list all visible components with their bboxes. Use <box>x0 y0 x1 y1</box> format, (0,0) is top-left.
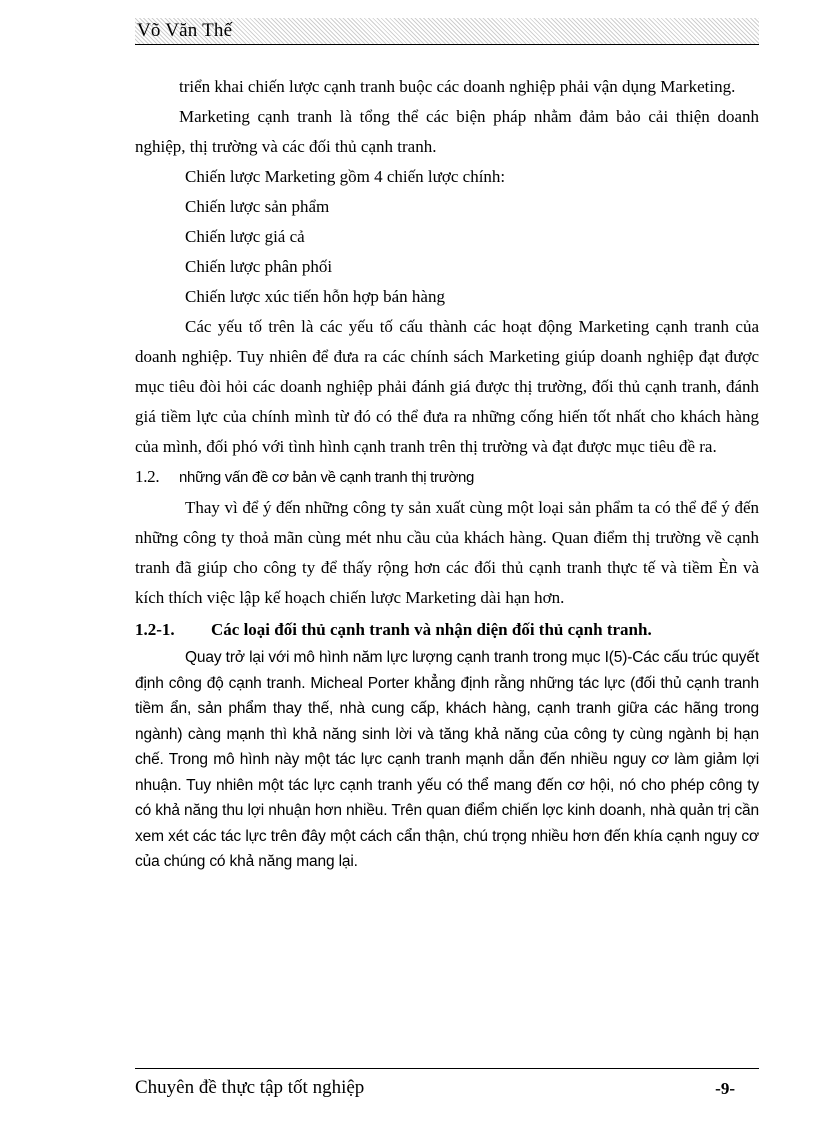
paragraph-intro: triển khai chiến lược cạnh tranh buộc các doanh nghiệp phải vận dụng Marketing. <box>179 77 736 96</box>
page-footer <box>135 1068 759 1105</box>
list-item: Chiến lược giá cả <box>185 227 305 246</box>
paragraph-porter: Quay trở lại với mô hình năm lực lượng cạnh tranh trong mục I(5)-Các cấu trúc quyết định công độ cạnh tranh. Micheal Porter khẳng định rằng những tác lực (đối thủ cạnh tranh tiềm ẩn, sản phẩm thay thế, nhà cung cấp, khách hàng, cạnh tranh giữa các hãng trong ngành) càng mạnh thì khả năng sinh lời và tăng khả năng của công ty cùng ngành bị hạn chế. Trong mô hình này một tác lực cạnh tranh mạnh dẫn đến nhiều nguy cơ làm giảm lợi nhuận. Tuy nhiên một tác lực cạnh tranh yếu có thể mang đến cơ hội, nó cho phép công ty có khả năng thu lợi nhuận hơn nhiều. Trên quan điểm chiến lợc kinh doanh, nhà quản trị cần xem xét các tác lực trên đây một cách cẩn thận, chú trọng nhiều hơn đến khía cạnh nguy cơ của chúng có khả năng mang lại. <box>135 649 759 870</box>
section-number: 1.2-1. <box>135 620 175 639</box>
page-number: -9- <box>715 1079 735 1098</box>
section-title: Các loại đối thủ cạnh tranh và nhận diện đối thủ cạnh tranh. <box>211 620 652 639</box>
section-heading-1-2-1 <box>135 615 759 645</box>
footer-title: Chuyên đề thực tập tốt nghiệp <box>135 1077 365 1098</box>
paragraph-factors: Các yếu tố trên là các yếu tố cấu thành các hoạt động Marketing cạnh tranh của doanh nghiệp. Tuy nhiên để đưa ra các chính sách Marketing giúp doanh nghiệp đạt được mục tiêu đòi hỏi các doanh nghiệp phải đánh giá được thị trường, đối thủ cạnh tranh, đánh giá tiềm lực của chính mình từ đó có thể đưa ra những cống hiến tốt nhất cho khách hàng của mình, đối phó với tình hình cạnh tranh trên thị trường và đạt được mục tiêu đề ra. <box>135 317 759 456</box>
list-item: Chiến lược phân phối <box>185 257 333 276</box>
page-content <box>135 72 759 875</box>
list-item: Chiến lược xúc tiến hỗn hợp bán hàng <box>185 287 445 306</box>
paragraph-definition: Marketing cạnh tranh là tổng thể các biện pháp nhằm đảm bảo cải thiện doanh nghiệp, thị trường và các đối thủ cạnh tranh. <box>135 107 759 156</box>
section-number: 1.2. <box>135 467 160 486</box>
section-heading-1-2 <box>135 462 759 493</box>
paragraph-market-view: Thay vì để ý đến những công ty sản xuất cùng một loại sản phẩm ta có thể để ý đến những công ty thoả mãn cùng mét nhu cầu của khách hàng. Quan điểm thị trường về cạnh tranh đã giúp cho công ty để thấy rộng hơn các đối thủ cạnh tranh thực tế và tiềm Èn và kích thích việc lập kế hoạch chiến lược Marketing dài hạn hơn. <box>135 498 759 607</box>
list-intro: Chiến lược Marketing gồm 4 chiến lược chính: <box>185 167 506 186</box>
section-title: những vấn đề cơ bản về cạnh tranh thị trường <box>179 469 475 486</box>
page-header <box>135 18 759 45</box>
header-author-name: Võ Văn Thế <box>137 20 233 41</box>
list-item: Chiến lược sản phẩm <box>185 197 330 216</box>
